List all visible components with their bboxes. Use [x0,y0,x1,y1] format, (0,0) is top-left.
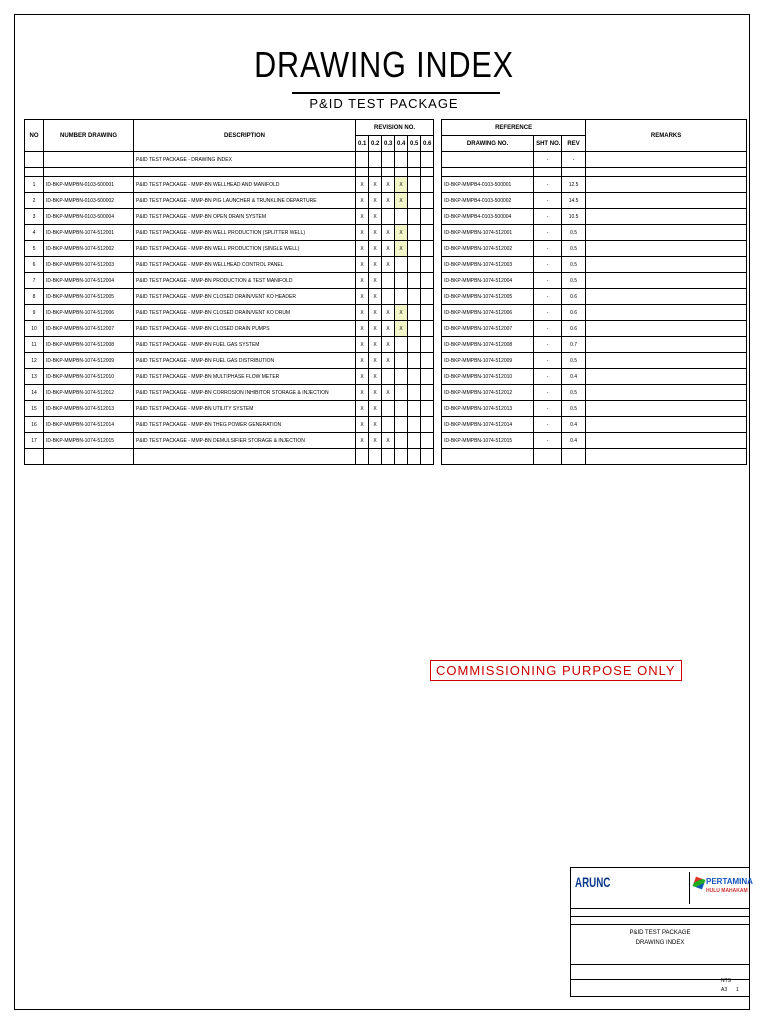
cell-remarks [586,385,747,401]
cell-rev-0-4 [395,433,408,449]
cell-remarks [586,241,747,257]
column-gap [434,321,442,337]
cell-number-drawing: ID-BKP-MMPBN-0103-500001 [44,177,134,193]
cell-remarks [586,193,747,209]
cell-no: 2 [25,193,44,209]
cell-no: 11 [25,337,44,353]
cell-rev: 10.5 [562,209,586,225]
cell-rev-0-5 [408,401,421,417]
drawing-index-table [24,119,747,465]
cell-rev-0-6 [421,273,434,289]
cell-rev-0-3: X [382,305,395,321]
cell-reference: ID-BKP-MMPBN-1074-512012 [442,385,534,401]
cell-rev: 14.5 [562,193,586,209]
pertamina-sub: HULU MAHAKAM [706,888,748,894]
cell-rev-0-1: X [356,433,369,449]
cell-reference: ID-BKP-MMPB4-0103-500002 [442,193,534,209]
cell-no: 8 [25,289,44,305]
column-gap [434,193,442,209]
cell-no: 3 [25,209,44,225]
revision-label: 0.1 [356,136,369,152]
cell-rev-0-6 [421,257,434,273]
cell-rev-0-3 [382,273,395,289]
col-no: NO [25,120,44,152]
column-gap [434,337,442,353]
cell-number-drawing: ID-BKP-MMPBN-1074-512010 [44,369,134,385]
revision-label: 0.5 [408,136,421,152]
commissioning-stamp: COMMISSIONING PURPOSE ONLY [430,660,682,681]
column-gap [434,120,442,152]
cell-rev-0-3: X [382,385,395,401]
cell-rev-0-3: X [382,241,395,257]
col-description: DESCRIPTION [134,120,356,152]
revision-label: 0.4 [395,136,408,152]
cell-number-drawing: ID-BKP-MMPBN-1074-512004 [44,273,134,289]
cell-reference: ID-BKP-MMPBN-1074-512007 [442,321,534,337]
cell-number-drawing: ID-BKP-MMPBN-1074-512005 [44,289,134,305]
cell-no: 10 [25,321,44,337]
cell-rev-0-3: X [382,433,395,449]
cell-rev-0-2: X [369,289,382,305]
cell-reference: ID-BKP-MMPBN-1074-512013 [442,401,534,417]
title-block-size: A3 [721,987,728,993]
cell-rev: 0.4 [562,417,586,433]
table-row-index [25,152,747,168]
cell-description: P&ID TEST PACKAGE - MMP-BN FUEL GAS DISTRIBUTION [134,353,356,369]
cell-remarks [586,369,747,385]
cell-rev-0-6 [421,177,434,193]
cell-remarks [586,417,747,433]
cell-rev-0-2: X [369,369,382,385]
table-header-row [25,120,747,136]
cell-rev: 0.5 [562,241,586,257]
cell-reference: ID-BKP-MMPBN-1074-512006 [442,305,534,321]
cell-rev-0-1: X [356,177,369,193]
cell-sht: - [534,273,562,289]
cell-sht: - [534,417,562,433]
pertamina-name: PERTAMINA [706,877,753,886]
cell-remarks [586,257,747,273]
cell-rev-0-4: X [395,225,408,241]
cell-sht: - [534,401,562,417]
cell-sht: - [534,321,562,337]
cell-rev-0-1: X [356,193,369,209]
table-row [25,385,747,401]
column-gap [434,177,442,193]
cell-rev: 0.5 [562,385,586,401]
cell-number-drawing: ID-BKP-MMPBN-0103-500002 [44,193,134,209]
drawing-title-line-2: DRAWING INDEX [635,940,685,946]
cell-remarks [586,209,747,225]
cell-rev-0-2: X [369,353,382,369]
cell [44,152,134,168]
cell-rev-0-4 [395,289,408,305]
column-gap [434,417,442,433]
cell-no: 17 [25,433,44,449]
cell-sht: - [534,369,562,385]
cell-reference: ID-BKP-MMPB4-0103-500004 [442,209,534,225]
title-block-drawing-title [571,928,749,948]
cell-number-drawing: ID-BKP-MMPBN-0103-500004 [44,209,134,225]
cell-rev-0-5 [408,369,421,385]
cell-rev-0-2: X [369,273,382,289]
cell-number-drawing: ID-BKP-MMPBN-1074-512001 [44,225,134,241]
cell-rev-0-1: X [356,289,369,305]
cell-rev-0-2: X [369,177,382,193]
cell-rev-0-1: X [356,385,369,401]
cell-rev-0-5 [408,417,421,433]
cell-rev-0-6 [421,417,434,433]
cell-description: P&ID TEST PACKAGE - MMP-BN FUEL GAS SYSTEM [134,337,356,353]
cell-rev-0-6 [421,209,434,225]
title-underline [292,92,500,94]
cell-rev-0-5 [408,241,421,257]
cell-sht: - [534,305,562,321]
cell-rev-0-5 [408,193,421,209]
table-row [25,257,747,273]
cell-rev: 0.6 [562,305,586,321]
cell-no: 14 [25,385,44,401]
cell-remarks [586,337,747,353]
cell-number-drawing: ID-BKP-MMPBN-1074-512012 [44,385,134,401]
cell-rev-0-3: X [382,193,395,209]
cell-no: 5 [25,241,44,257]
column-gap [434,225,442,241]
cell-no: 9 [25,305,44,321]
cell-rev-0-5 [408,321,421,337]
cell-sht: - [534,337,562,353]
page-subtitle: P&ID TEST PACKAGE [309,96,459,111]
cell-rev-0-2: X [369,433,382,449]
cell-rev-0-1: X [356,305,369,321]
title-block-sheet: 1 [736,987,739,993]
cell-rev-0-3: X [382,353,395,369]
cell-rev-0-4 [395,353,408,369]
arunc-logo: ARUNC [575,874,611,890]
cell-number-drawing: ID-BKP-MMPBN-1074-512006 [44,305,134,321]
table-row [25,417,747,433]
col-sht-no: SHT NO. [534,136,562,152]
cell-rev: 0.5 [562,225,586,241]
cell-no: 16 [25,417,44,433]
cell-rev: 12.5 [562,177,586,193]
cell-rev-0-4 [395,369,408,385]
cell-rev-0-5 [408,385,421,401]
cell-rev: 0.4 [562,369,586,385]
col-number-drawing: NUMBER DRAWING [44,120,134,152]
cell-sht: - [534,193,562,209]
cell-remarks [586,433,747,449]
table-row [25,273,747,289]
cell-rev-0-4 [395,401,408,417]
cell-description: P&ID TEST PACKAGE - MMP-BN WELLHEAD CONTROL PANEL [134,257,356,273]
table-row [25,401,747,417]
cell-rev-0-5 [408,305,421,321]
cell-description: P&ID TEST PACKAGE - MMP-BN CLOSED DRAIN PUMPS [134,321,356,337]
cell-description: P&ID TEST PACKAGE - MMP-BN OPEN DRAIN SYSTEM [134,209,356,225]
cell-sht: - [534,433,562,449]
cell-rev-0-2: X [369,321,382,337]
cell-sht: - [534,257,562,273]
cell-rev-0-6 [421,401,434,417]
cell-reference: ID-BKP-MMPBN-1074-512005 [442,289,534,305]
cell-rev-0-5 [408,209,421,225]
cell-number-drawing: ID-BKP-MMPBN-1074-512015 [44,433,134,449]
cell-rev-0-6 [421,225,434,241]
cell-sht: - [534,152,562,168]
cell-no: 6 [25,257,44,273]
cell-rev-0-2: X [369,209,382,225]
cell-rev: 0.6 [562,289,586,305]
page-title: DRAWING INDEX [254,44,514,85]
cell-number-drawing: ID-BKP-MMPBN-1074-512008 [44,337,134,353]
column-gap [434,433,442,449]
column-gap [434,257,442,273]
cell-rev-0-2: X [369,257,382,273]
cell-rev-0-2: X [369,193,382,209]
cell-rev: - [562,152,586,168]
cell-rev-0-4: X [395,321,408,337]
cell-rev: 0.5 [562,257,586,273]
col-remarks: REMARKS [586,120,747,152]
table-row [25,369,747,385]
table-row [25,337,747,353]
cell-rev: 0.5 [562,353,586,369]
col-revision: REVISION NO. [356,120,434,136]
cell-number-drawing: ID-BKP-MMPBN-1074-512014 [44,417,134,433]
cell-number-drawing: ID-BKP-MMPBN-1074-512007 [44,321,134,337]
cell-no: 7 [25,273,44,289]
cell-rev-0-6 [421,289,434,305]
table-row [25,433,747,449]
cell-remarks [586,225,747,241]
cell-reference: ID-BKP-MMPBN-1074-512008 [442,337,534,353]
table-row [25,305,747,321]
cell-rev-0-6 [421,337,434,353]
cell-rev-0-3: X [382,321,395,337]
drawing-title-line-1: P&ID TEST PACKAGE [629,930,691,936]
cell-sht: - [534,209,562,225]
table-row [25,241,747,257]
column-gap [434,305,442,321]
cell-rev-0-1: X [356,225,369,241]
cell-description: P&ID TEST PACKAGE - MMP-BN DEMULSIFIER STORAGE & INJECTION [134,433,356,449]
cell-reference: ID-BKP-MMPB4-0103-500001 [442,177,534,193]
cell-rev-0-2: X [369,337,382,353]
cell-number-drawing: ID-BKP-MMPBN-1074-512003 [44,257,134,273]
cell-rev-0-2: X [369,385,382,401]
cell-rev-0-6 [421,433,434,449]
table-row [25,193,747,209]
cell-reference: ID-BKP-MMPBN-1074-512003 [442,257,534,273]
cell-rev-0-1: X [356,257,369,273]
table-spacer-row [25,168,747,177]
cell-rev-0-2: X [369,305,382,321]
col-drawing-no: DRAWING NO. [442,136,534,152]
cell-sht: - [534,241,562,257]
cell-rev-0-3 [382,209,395,225]
cell-no: 15 [25,401,44,417]
cell-rev: 0.6 [562,321,586,337]
cell-rev-0-1: X [356,401,369,417]
cell-no: 4 [25,225,44,241]
cell-rev-0-4: X [395,305,408,321]
cell-rev-0-4: X [395,193,408,209]
cell-rev-0-5 [408,337,421,353]
cell-rev: 0.4 [562,433,586,449]
cell-rev-0-6 [421,321,434,337]
cell-sht: - [534,289,562,305]
cell-remarks [586,401,747,417]
revision-label: 0.2 [369,136,382,152]
cell-description: P&ID TEST PACKAGE - DRAWING INDEX [134,152,356,168]
column-gap [434,369,442,385]
cell-sht: - [534,353,562,369]
table-row [25,209,747,225]
cell-description: P&ID TEST PACKAGE - MMP-BN CLOSED DRAIN/VENT KO HEADER [134,289,356,305]
cell-number-drawing: ID-BKP-MMPBN-1074-512009 [44,353,134,369]
cell-reference: ID-BKP-MMPBN-1074-512001 [442,225,534,241]
cell-rev-0-6 [421,193,434,209]
cell-remarks [586,177,747,193]
title-block-scale: NTS [721,978,731,984]
cell-sht: - [534,385,562,401]
column-gap [434,353,442,369]
cell-rev-0-6 [421,385,434,401]
title-block-row [571,916,749,925]
cell-rev-0-6 [421,369,434,385]
cell-no: 13 [25,369,44,385]
cell-rev-0-5 [408,289,421,305]
table-row [25,353,747,369]
cell-rev-0-3: X [382,337,395,353]
cell-reference: ID-BKP-MMPBN-1074-512004 [442,273,534,289]
cell-rev-0-5 [408,225,421,241]
cell-description: P&ID TEST PACKAGE - MMP-BN PIG LAUNCHER & TRUNKLINE DEPARTURE [134,193,356,209]
cell-rev-0-2: X [369,225,382,241]
cell-rev-0-1: X [356,353,369,369]
cell-rev-0-4 [395,209,408,225]
cell-number-drawing: ID-BKP-MMPBN-1074-512013 [44,401,134,417]
cell-rev-0-2: X [369,401,382,417]
cell-no: 1 [25,177,44,193]
cell-rev-0-6 [421,305,434,321]
col-reference: REFERENCE [442,120,586,136]
cell-rev-0-5 [408,353,421,369]
cell-no: 12 [25,353,44,369]
cell-rev-0-1: X [356,241,369,257]
cell-rev-0-6 [421,241,434,257]
cell-description: P&ID TEST PACKAGE - MMP-BN CLOSED DRAIN/VENT KO DRUM [134,305,356,321]
cell-rev-0-4 [395,257,408,273]
cell-reference: ID-BKP-MMPBN-1074-512015 [442,433,534,449]
title-block-logos [571,868,753,909]
cell-rev-0-1: X [356,337,369,353]
cell-rev-0-4 [395,385,408,401]
cell-rev-0-1: X [356,321,369,337]
cell-sht: - [534,177,562,193]
cell-rev-0-3 [382,289,395,305]
cell-remarks [586,273,747,289]
table-row [25,177,747,193]
column-gap [434,241,442,257]
cell-rev-0-3: X [382,257,395,273]
cell-rev-0-5 [408,257,421,273]
table-row [25,289,747,305]
cell-rev-0-4 [395,337,408,353]
cell-description: P&ID TEST PACKAGE - MMP-BN CORROSION INHIBITOR STORAGE & INJECTION [134,385,356,401]
cell-description: P&ID TEST PACKAGE - MMP-BN UTILITY SYSTEM [134,401,356,417]
column-gap [434,209,442,225]
revision-label: 0.3 [382,136,395,152]
cell-rev-0-5 [408,433,421,449]
cell [25,152,44,168]
cell-rev-0-2: X [369,417,382,433]
cell-remarks [586,289,747,305]
table-row [25,225,747,241]
cell-rev-0-4 [395,273,408,289]
cell-description: P&ID TEST PACKAGE - MMP-BN PRODUCTION & TEST MANIFOLD [134,273,356,289]
column-gap [434,289,442,305]
cell-reference: ID-BKP-MMPBN-1074-512010 [442,369,534,385]
cell-description: P&ID TEST PACKAGE - MMP-BN WELL PRODUCTION (SINGLE WELL) [134,241,356,257]
cell-description: P&ID TEST PACKAGE - MMP-BN MULTIPHASE FLOW METER [134,369,356,385]
cell-remarks [586,305,747,321]
cell-rev-0-3 [382,417,395,433]
cell-description: P&ID TEST PACKAGE - MMP-BN THEG POWER GENERATION [134,417,356,433]
cell-rev-0-1: X [356,273,369,289]
cell-rev-0-3: X [382,225,395,241]
cell-rev-0-4: X [395,241,408,257]
cell-description: P&ID TEST PACKAGE - MMP-BN WELL PRODUCTION (SPLITTER WELL) [134,225,356,241]
cell-sht: - [534,225,562,241]
column-gap [434,385,442,401]
cell-reference: ID-BKP-MMPBN-1074-512009 [442,353,534,369]
cell-remarks [586,353,747,369]
cell-remarks [586,321,747,337]
cell-rev-0-5 [408,273,421,289]
table-row-empty [25,449,747,465]
cell-rev-0-4 [395,417,408,433]
cell-rev: 0.5 [562,401,586,417]
col-rev: REV [562,136,586,152]
cell-rev-0-3 [382,401,395,417]
revision-label: 0.6 [421,136,434,152]
cell-reference: ID-BKP-MMPBN-1074-512002 [442,241,534,257]
cell-rev-0-4: X [395,177,408,193]
cell-rev: 0.5 [562,273,586,289]
cell-rev-0-3 [382,369,395,385]
pertamina-icon [693,877,706,890]
cell-rev-0-5 [408,177,421,193]
cell-description: P&ID TEST PACKAGE - MMP-BN WELLHEAD AND MANIFOLD [134,177,356,193]
cell-rev-0-1: X [356,369,369,385]
title-block [570,867,753,997]
cell-number-drawing: ID-BKP-MMPBN-1074-512002 [44,241,134,257]
cell-rev: 0.7 [562,337,586,353]
cell-reference: ID-BKP-MMPBN-1074-512014 [442,417,534,433]
cell-rev-0-1: X [356,417,369,433]
cell-rev-0-1: X [356,209,369,225]
cell-rev-0-6 [421,353,434,369]
column-gap [434,401,442,417]
cell-rev-0-3: X [382,177,395,193]
table-row [25,321,747,337]
column-gap [434,273,442,289]
cell-rev-0-2: X [369,241,382,257]
pertamina-logo [689,872,753,904]
